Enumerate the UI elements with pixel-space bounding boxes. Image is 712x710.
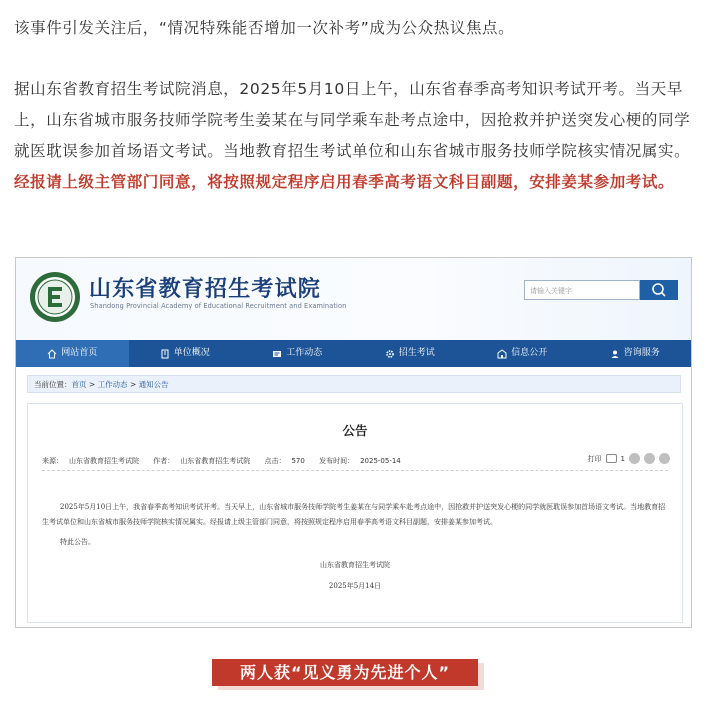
meta-hits: 点击： 570 [264,457,305,465]
info-icon [497,349,507,359]
article-paragraph-2 [14,74,694,198]
notice-title: 公告 [342,423,368,438]
breadcrumb-home-link[interactable]: 首页 [71,380,87,389]
nav-item-news[interactable] [241,340,354,367]
nav-label: 网站首页 [61,348,98,358]
notice-tools [588,453,670,464]
notice-meta [42,456,413,466]
nav-item-home[interactable] [16,340,129,367]
notice-signature-org: 山东省教育招生考试院 [320,561,390,569]
news-icon [272,349,282,359]
article-paragraph-2-text: 据山东省教育招生考试院消息，2025年5月10日上午，山东省春季高考知识考试开考。当天早上，山东省城市服务技师学院考生姜某在与同学乘车赴考点途中，因抢救并护送突发心梗的同学就医耽误参加首场语文考试。当地教育招生考试单位和山东省城市服务技师学院核实情况属实。 [14,80,691,160]
article-highlight-text: 经报请上级主管部门同意，将按照规定程序启用春季高考语文科目副题，安排姜某参加考试。 [14,173,675,191]
section-heading-banner [212,659,484,690]
breadcrumb-separator: > [127,380,139,389]
user-icon [610,349,620,359]
share-count: 1 [620,454,625,463]
nav-label: 信息公开 [511,348,548,358]
meta-source: 来源： 山东省教育招生考试院 [42,457,139,465]
weibo-icon[interactable] [629,453,640,464]
print-label[interactable]: 打印 [587,454,602,463]
qzone-icon[interactable] [659,453,670,464]
wechat-icon[interactable] [644,453,655,464]
search-input[interactable]: 请输入关键字 [524,280,640,300]
site-title: 山东省教育招生考试院 [89,276,322,302]
nav-label: 招生考试 [398,348,435,358]
breadcrumb-separator: > [86,380,98,389]
notice-body: 2025年5月10日上午，我省春季高考知识考试开考。当天早上，山东省城市服务技师学院考生姜某在与同学乘车赴考点途中，因抢救并护送突发心梗的同学就医耽误参加首场语文考试。当地教育招生考试单位和山东省城市服务技师学院核实情况属实。经报请上级主管部门同意，将按照规定程序启用春季高考语文科目副题，安排姜某参加考试。 [42,503,666,526]
breadcrumb-news-link[interactable]: 工作动态 [97,380,128,389]
breadcrumb [27,375,681,393]
search-icon [640,280,678,300]
meta-date: 发布时间： 2025-05-14 [319,457,401,465]
nav-label: 工作动态 [286,348,323,358]
notice-signature-date: 2025年5月14日 [328,582,382,590]
home-icon [47,349,57,359]
site-subtitle: Shandong Provincial Academy of Educational Recruitment and Examination [90,302,347,310]
search-button[interactable] [640,280,678,300]
section-heading: 两人获“见义勇为先进个人” [212,659,478,686]
meta-divider [42,470,668,471]
printer-icon[interactable] [606,454,617,463]
site-header [16,258,691,340]
nav-label: 咨询服务 [623,348,660,358]
article-paragraph-1: 该事件引发关注后，“情况特殊能否增加一次补考”成为公众热议焦点。 [14,19,515,37]
main-nav [16,340,691,367]
meta-author: 作者： 山东省教育招生考试院 [153,457,251,465]
breadcrumb-notices-link[interactable]: 通知公告 [138,380,169,389]
nav-item-consult[interactable] [579,340,692,367]
embedded-screenshot [15,257,692,628]
nav-label: 单位概况 [173,348,210,358]
nav-item-info[interactable] [466,340,579,367]
gear-icon [385,349,395,359]
building-icon [160,349,170,359]
nav-item-overview[interactable] [129,340,242,367]
breadcrumb-prefix: 当前位置： [34,380,72,389]
notice-closing: 特此公告。 [60,538,95,546]
notice-article [27,403,683,623]
academy-logo-icon [29,271,81,323]
nav-item-exams[interactable] [354,340,467,367]
